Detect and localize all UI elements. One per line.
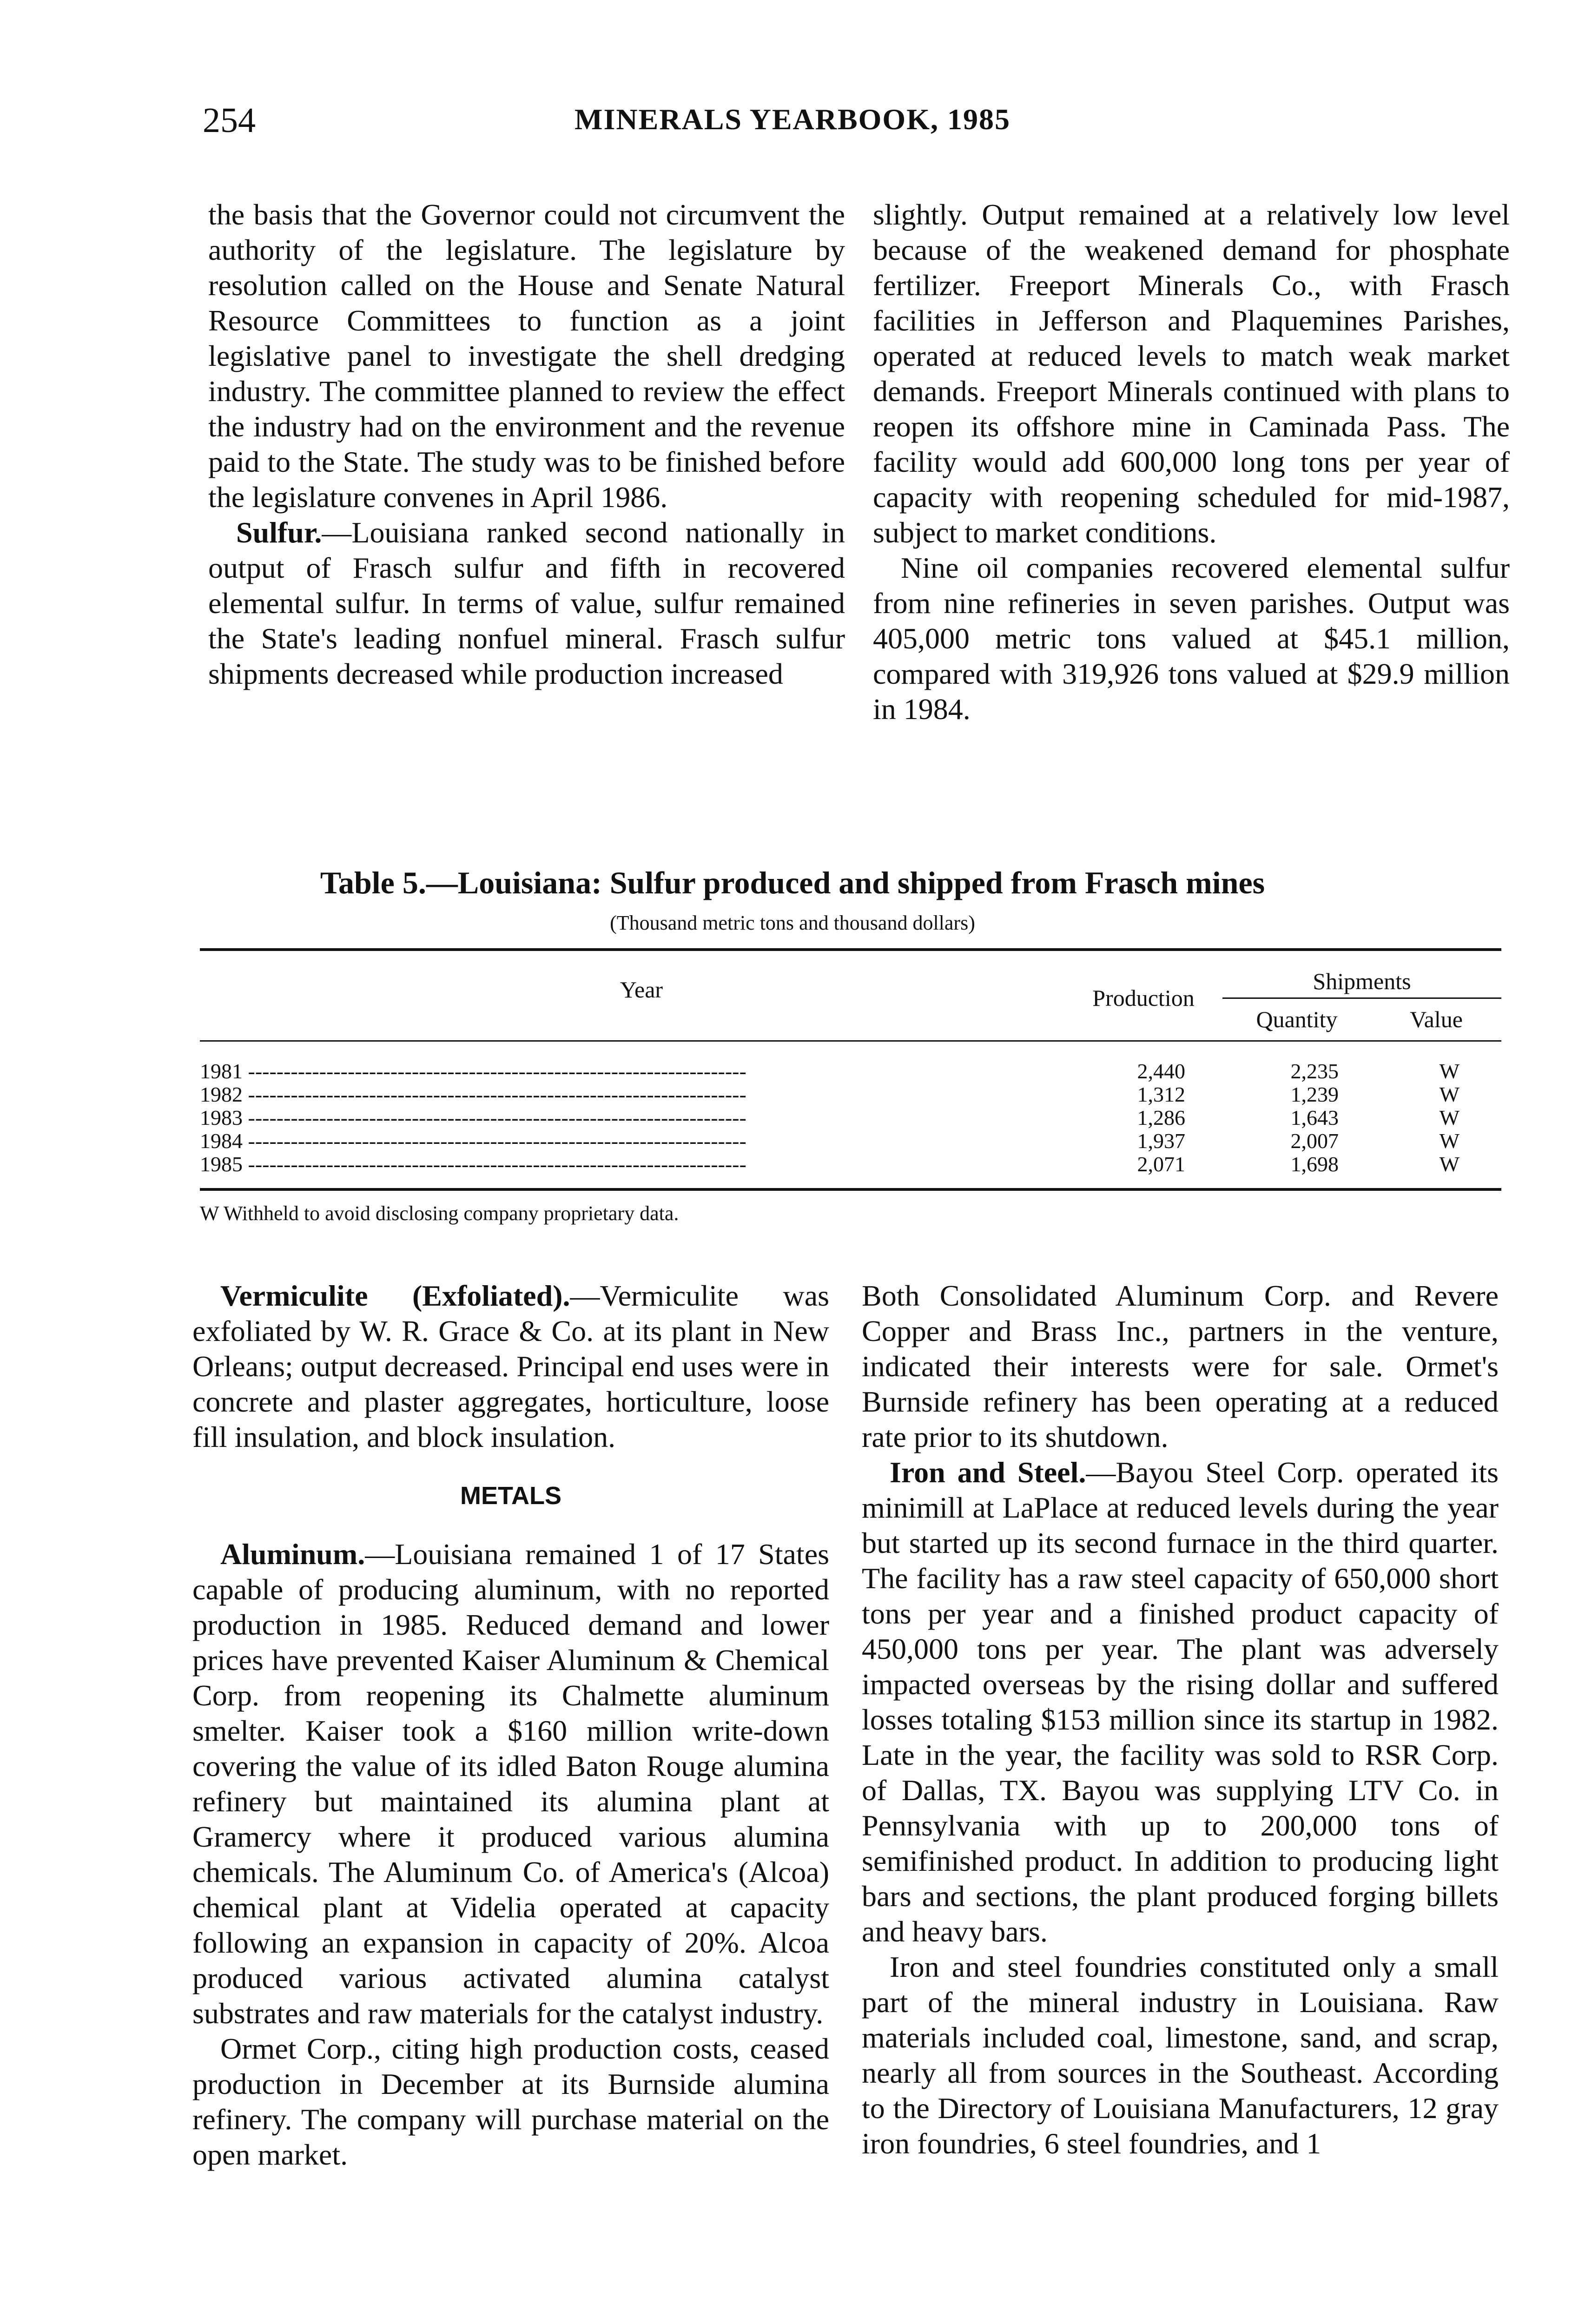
paragraph-vermiculite [192,1278,829,1455]
aluminum-heading: Aluminum. [220,1538,365,1571]
table-row-1985 [200,1153,1501,1176]
header-value: Value [1410,1006,1463,1032]
paragraph-sulfur [208,515,845,692]
header-shipments: Shipments [1313,968,1411,994]
paragraph-legislature: the basis that the Governor could not circumvent the authority of the legislature. The legislature by resolution called on the House and Senate Natural Resource Committees to function as a joint legislative panel to investigate the shell dredging industry. The committee planned to review the effect the industry had on the environment and the revenue paid to the State. The study was to be finished before the legislature convenes in April 1986. [208,198,845,514]
sulfur-table [200,948,1501,1195]
header-bottom-rule [200,1040,1501,1042]
shipments-rule [1222,997,1501,999]
paragraph-aluminum [192,1537,829,2031]
sulfur-heading: Sulfur. [236,516,322,549]
vermiculite-heading: Vermiculite (Exfoliated). [220,1279,570,1312]
iron-steel-text: —Bayou Steel Corp. operated its minimill at LaPlace at reduced levels during the year but started up its second furnace in the third quarter. The facility has a raw steel capacity of 650,000 short tons per year and a finished product capacity of 450,000 tons per year. The plant was adversely impacted overseas by the rising dollar and suffered losses totaling $153 million since its startup in 1982. Late in the year, the facility was sold to RSR Corp. of Dallas, TX. Bayou was supplying LTV Co. in Pennsylvania with up to 200,000 tons of semifinished product. In addition to producing light bars and sections, the plant produced forging billets and heavy bars. [862,1456,1499,1948]
table-row-1984 [200,1129,1501,1153]
production-cell: 2,071 [1137,1152,1185,1176]
table-title: Table 5.—Louisiana: Sulfur produced and shipped from Frasch mines [320,865,1265,900]
year-cell: 1983 ---------------------------------------------------------------------- [200,1106,746,1129]
year-cell: 1981 ---------------------------------------------------------------------- [200,1060,746,1083]
page-number: 254 [203,101,256,140]
top-right-column [873,197,1510,727]
vermiculite-text: —Vermiculite was exfoliated by W. R. Grace & Co. at its plant in New Orleans; output decreased. Principal end uses were in concrete and plaster aggregates, horticulture, loose fill insulation, and block insulation. [192,1279,829,1453]
production-cell: 2,440 [1137,1059,1185,1083]
metals-heading: METALS [460,1482,561,1510]
table-row-1983 [200,1106,1501,1129]
value-cell: W [1439,1152,1460,1176]
production-cell: 1,312 [1137,1083,1185,1106]
paragraph-ormet: Ormet Corp., citing high production costs, ceased production in December at its Burnside alumina refinery. The company will purchase material on the open market. [192,2032,829,2171]
production-cell: 1,937 [1137,1129,1185,1153]
quantity-cell: 2,235 [1290,1059,1339,1083]
header-year: Year [620,977,663,1003]
paragraph-oil-companies: Nine oil companies recovered elemental sulfur from nine refineries in seven parishes. Output was 405,000 metric tons valued at $45.1 million, compared with 319,926 tons valued at $29.9 million in 1984. [873,551,1510,726]
header-quantity: Quantity [1256,1006,1338,1032]
quantity-cell: 1,698 [1290,1152,1339,1176]
table-footnote: W Withheld to avoid disclosing company proprietary data. [200,1202,679,1225]
top-left-column [208,197,845,692]
year-cell: 1982 ---------------------------------------------------------------------- [200,1083,746,1106]
iron-steel-heading: Iron and Steel. [890,1456,1086,1489]
year-cell: 1984 ---------------------------------------------------------------------- [200,1129,746,1153]
value-cell: W [1439,1083,1460,1106]
table-bottom-rule [200,1188,1501,1191]
year-cell: 1985 ---------------------------------------------------------------------- [200,1153,746,1176]
sulfur-text: —Louisiana ranked second nationally in output of Frasch sulfur and fifth in recovered elemental sulfur. In terms of value, sulfur remained the State's leading nonfuel mineral. Frasch sulfur shipments decreased while production increased [208,516,845,690]
table-row-1982 [200,1083,1501,1106]
production-cell: 1,286 [1137,1106,1185,1129]
table-row-1981 [200,1060,1501,1083]
quantity-cell: 2,007 [1290,1129,1339,1153]
quantity-cell: 1,239 [1290,1083,1339,1106]
value-cell: W [1439,1129,1460,1153]
paragraph-consolidated: Both Consolidated Aluminum Corp. and Revere Copper and Brass Inc., partners in the venture, indicated their interests were for sale. Ormet's Burnside refinery has been operating at a reduced rate prior to its shutdown. [862,1279,1499,1453]
paragraph-iron-steel [862,1455,1499,1949]
table-subtitle: (Thousand metric tons and thousand dollars) [610,911,975,934]
table-top-rule [200,948,1501,951]
header-production: Production [1092,985,1195,1011]
paragraph-frasch: slightly. Output remained at a relatively low level because of the weakened demand for phosphate fertilizer. Freeport Minerals Co., with Frasch facilities in Jefferson and Plaquemines Parishes, operated at reduced levels to match weak market demands. Freeport Minerals continued with plans to reopen its offshore mine in Caminada Pass. The facility would add 600,000 long tons per year of capacity with reopening scheduled for mid-1987, subject to market conditions. [873,198,1510,549]
paragraph-foundries: Iron and steel foundries constituted only a small part of the mineral industry in Louisiana. Raw materials included coal, limestone, sand, and scrap, nearly all from sources in the Southeast. According to the Directory of Louisiana Manufacturers, 12 gray iron foundries, 6 steel foundries, and 1 [862,1950,1499,2160]
aluminum-text: —Louisiana remained 1 of 17 States capable of producing aluminum, with no reported production in 1985. Reduced demand and lower prices have prevented Kaiser Aluminum & Chemical Corp. from reopening its Chalmette aluminum smelter. Kaiser took a $160 million write-down covering the value of its idled Baton Rouge alumina refinery but maintained its alumina plant at Gramercy where it produced various alumina chemicals. The Aluminum Co. of America's (Alcoa) chemical plant at Videlia operated at capacity following an expansion in capacity of 20%. Alcoa produced various activated alumina catalyst substrates and raw materials for the catalyst industry. [192,1538,829,2030]
bottom-left-column [192,1278,829,2172]
value-cell: W [1439,1059,1460,1083]
quantity-cell: 1,643 [1290,1106,1339,1129]
value-cell: W [1439,1106,1460,1129]
running-head: MINERALS YEARBOOK, 1985 [575,103,1010,136]
bottom-right-column [862,1278,1499,2161]
